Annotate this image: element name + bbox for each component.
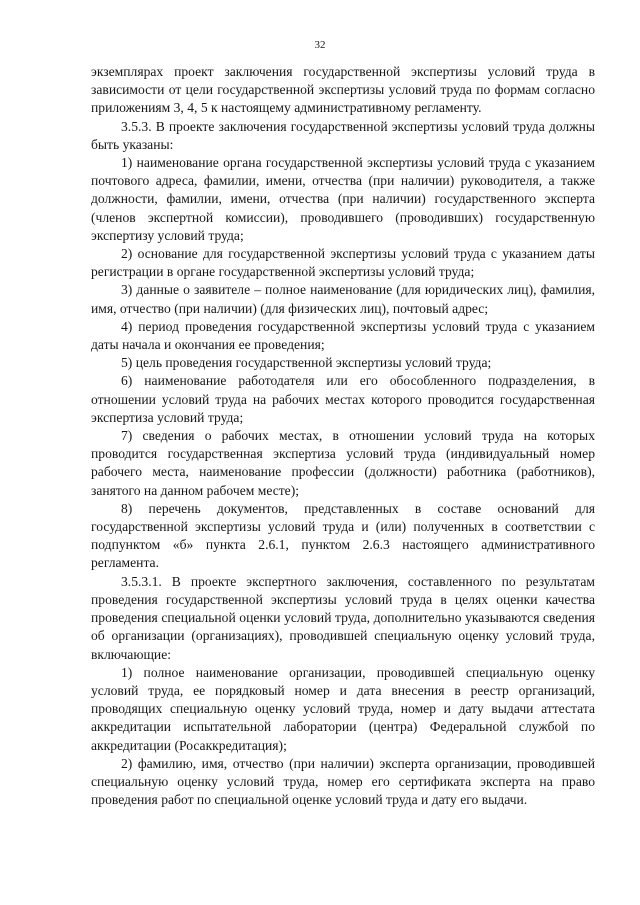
page-number: 32 [314,39,326,51]
sub-item-1: 1) полное наименование организации, проводившей специальную оценку условий труда, ее порядковый номер и дата внесения в реестр организаций, проводящих специальную оценку условий труда, номер и дату выдачи аттестата аккредитации испытательной лаборатории (центра) Федеральной службой по аккредитации (Росаккредитация); [91,664,595,753]
list-item-2: 2) основание для государственной экспертизы условий труда с указанием даты регистрации в органе государственной экспертизы условий труда; [91,246,595,280]
list-item-8: 8) перечень документов, представленных в составе оснований для государственной экспертизы условий труда и (или) полученных в соответствии с подпунктом «б» пункта 2.6.1, пунктом 2.6.3 настоящего административного регламента. [91,500,595,571]
paragraph-3-5-3-1: 3.5.3.1. В проекте экспертного заключения, составленного по результатам проведения государственной экспертизы условий труда в целях оценки качества проведения специальной оценки условий труда, дополнительно указываются сведения об организации (организациях), проводившей специальную оценку условий труда, включающие: [91,573,595,662]
list-item-6: 6) наименование работодателя или его обособленного подразделения, в отношении условий труда на рабочих местах которого проводится государственная экспертиза условий труда; [91,373,595,425]
paragraph-3-5-3: 3.5.3. В проекте заключения государственной экспертизы условий труда должны быть указаны: [91,118,595,152]
list-item-4: 4) период проведения государственной экспертизы условий труда с указанием даты начала и окончания ее проведения; [91,318,595,353]
sub-item-2: 2) фамилию, имя, отчество (при наличии) эксперта организации, проводившей специальную оценку условий труда, номер его сертификата эксперта на право проведения работ по специальной оценке условий труда и дату его выдачи. [91,755,595,808]
list-item-5: 5) цель проведения государственной экспертизы условий труда; [121,355,492,371]
document-body [91,63,595,809]
list-item-1: 1) наименование органа государственной экспертизы условий труда с указанием почтового адреса, фамилии, имени, отчества (при наличии) руководителя, а также должности, фамилии, имени, отчества (при наличии) государственного эксперта (членов экспертной комиссии), проводившего (проводивших) государственную экспертизу условий труда; [91,155,595,243]
list-item-3: 3) данные о заявителе – полное наименование (для юридических лиц), фамилия, имя, отчество (при наличии) (для физических лиц), почтовый адрес; [91,282,595,316]
paragraph-continuation: экземплярах проект заключения государственной экспертизы условий труда в зависимости от цели государственной экспертизы условий труда по формам согласно приложениям 3, 4, 5 к настоящему административному регламенту. [91,64,595,116]
list-item-7: 7) сведения о рабочих местах, в отношении условий труда на которых проводится государственная экспертиза условий труда (индивидуальный номер рабочего места, наименование профессии (должности) работника (работников), занятого на данном рабочем месте); [91,428,595,498]
